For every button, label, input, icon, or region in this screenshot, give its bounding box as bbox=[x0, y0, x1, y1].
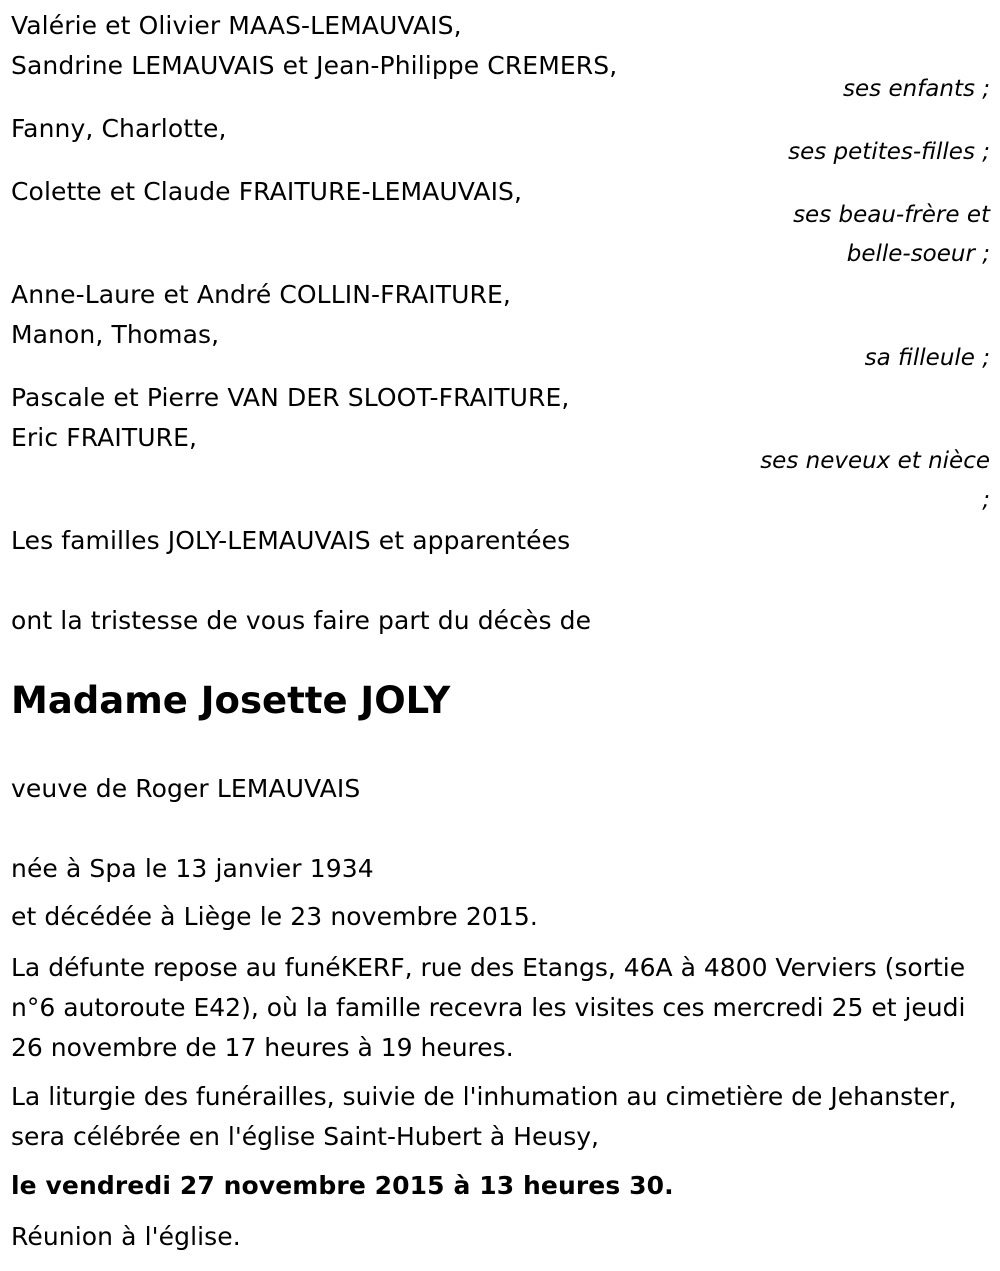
related-families: Les familles JOLY-LEMAUVAIS et apparentées bbox=[11, 526, 571, 555]
nephews-role-line-2: ; bbox=[982, 487, 990, 513]
grandchildren-role: ses petites-filles ; bbox=[788, 139, 990, 165]
inlaws-role-line-1: ses beau-frère et bbox=[793, 202, 990, 228]
grandchildren-line: Fanny, Charlotte, bbox=[11, 114, 227, 143]
inlaws-role-line-2: belle-soeur ; bbox=[846, 241, 990, 267]
deceased-name: Madame Josette JOLY bbox=[11, 679, 451, 722]
reunion-line: Réunion à l'église. bbox=[11, 1222, 241, 1251]
children-role: ses enfants ; bbox=[843, 76, 990, 102]
birth-line: née à Spa le 13 janvier 1934 bbox=[11, 854, 374, 883]
nephews-line-2: Eric FRAITURE, bbox=[11, 423, 198, 452]
death-line: et décédée à Liège le 23 novembre 2015. bbox=[11, 902, 538, 931]
announcement-intro: ont la tristesse de vous faire part du décès de bbox=[11, 606, 592, 635]
ceremony-date: le vendredi 27 novembre 2015 à 13 heures 30. bbox=[11, 1171, 674, 1200]
goddaughter-line-1: Anne-Laure et André COLLIN-FRAITURE, bbox=[11, 280, 511, 309]
repose-paragraph: La défunte repose au funéKERF, rue des Etangs, 46A à 4800 Verviers (sortie n°6 autoroute E42), où la famille recevra les visites ces mercredi 25 et jeudi 26 novembre de 17 heures à 19 heures. bbox=[11, 953, 966, 1062]
inlaws-line: Colette et Claude FRAITURE-LEMAUVAIS, bbox=[11, 177, 523, 206]
children-line-1: Valérie et Olivier MAAS-LEMAUVAIS, bbox=[11, 11, 462, 40]
widow-of: veuve de Roger LEMAUVAIS bbox=[11, 774, 361, 803]
nephews-line-1: Pascale et Pierre VAN DER SLOOT-FRAITURE, bbox=[11, 383, 570, 412]
nephews-role-line-1: ses neveux et nièce bbox=[760, 448, 990, 474]
liturgy-paragraph: La liturgie des funérailles, suivie de l'inhumation au cimetière de Jehanster, sera célébrée en l'église Saint-Hubert à Heusy, bbox=[11, 1082, 957, 1151]
goddaughter-role: sa filleule ; bbox=[864, 345, 990, 371]
goddaughter-line-2: Manon, Thomas, bbox=[11, 320, 220, 349]
children-line-2: Sandrine LEMAUVAIS et Jean-Philippe CREMERS, bbox=[11, 51, 618, 80]
